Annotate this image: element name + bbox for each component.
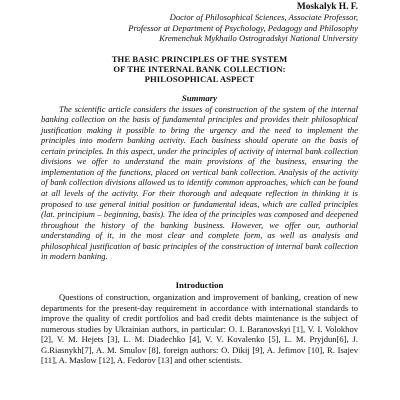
- author-university: Kremenchuk Mykhailo Ostrogradskyi National University: [159, 33, 358, 44]
- title-line-1: THE BASIC PRINCIPLES OF THE SYSTEM: [111, 53, 288, 64]
- title-line-3: PHILOSOPHICAL ASPECT: [144, 74, 255, 85]
- introduction-text: Questions of construction, organization and improvement of banking, creation of new departments for the present-day requirement in accordance with international standards to improve the quality of credit portfolios and bad credit debts maintenance is the subject of numerous studies by Ukrainian authors, in particular: O. I. Baranovskyi [1], V. I. Volokhov [2], V. M. Hejets [3], L. M. Diadechko [4], V. V. Kovalenko [5], L. M. Pryjdun[6], J. G.Riasnykh[7], A. M. Smulov [8], foreign authors: O. Dikij [9], A. Jefimov [10], R. Isajev [11], A. Maslow [12], A. Fedorov [13] and other scientists.: [41, 292, 358, 366]
- introduction-heading: Introduction: [175, 279, 224, 290]
- author-block: [41, 2, 358, 44]
- author-degree: Doctor of Philosophical Sciences, Associate Professor,: [169, 12, 358, 23]
- author-name: Moskalyk H. F.: [296, 2, 358, 12]
- article-title: [41, 54, 358, 85]
- author-position: Professor at Department of Psychology, Pedagogy and Philosophy: [128, 22, 358, 33]
- title-line-2: OF THE INTERNAL BANK COLLECTION:: [113, 63, 286, 74]
- summary-text: The scientific article considers the issues of construction of the system of the internal banking collection on the basis of fundamental principles and provides their philosophical justification making it possible to bring the urgency and the need to implement the principles into modern banking activity. Each business should operate on the basis of certain principles. In this aspect, under the principles of activity of internal bank collection divisions we offer to understand the main provisions of the business, ensuring the implementation of the functions, placed on vertical bank collection. Analysis of the activity of bank collection divisions allowed us to identify common approaches, which can be found at all levels of the activity. For their thorough and adequate reflection in thinking it is proposed to use general initial position or fundamental ideas, which are called principles (lat. principium – beginning, basis). The idea of the principles was composed and deepened throughout the history of the banking business. However, we offer our, authorial understanding of it, in the most clear and complete form, as well as analysis and philosophical justification of basic principles of the construction of internal bank collection in modern banking.: [41, 103, 358, 262]
- summary-heading: Summary: [181, 93, 218, 104]
